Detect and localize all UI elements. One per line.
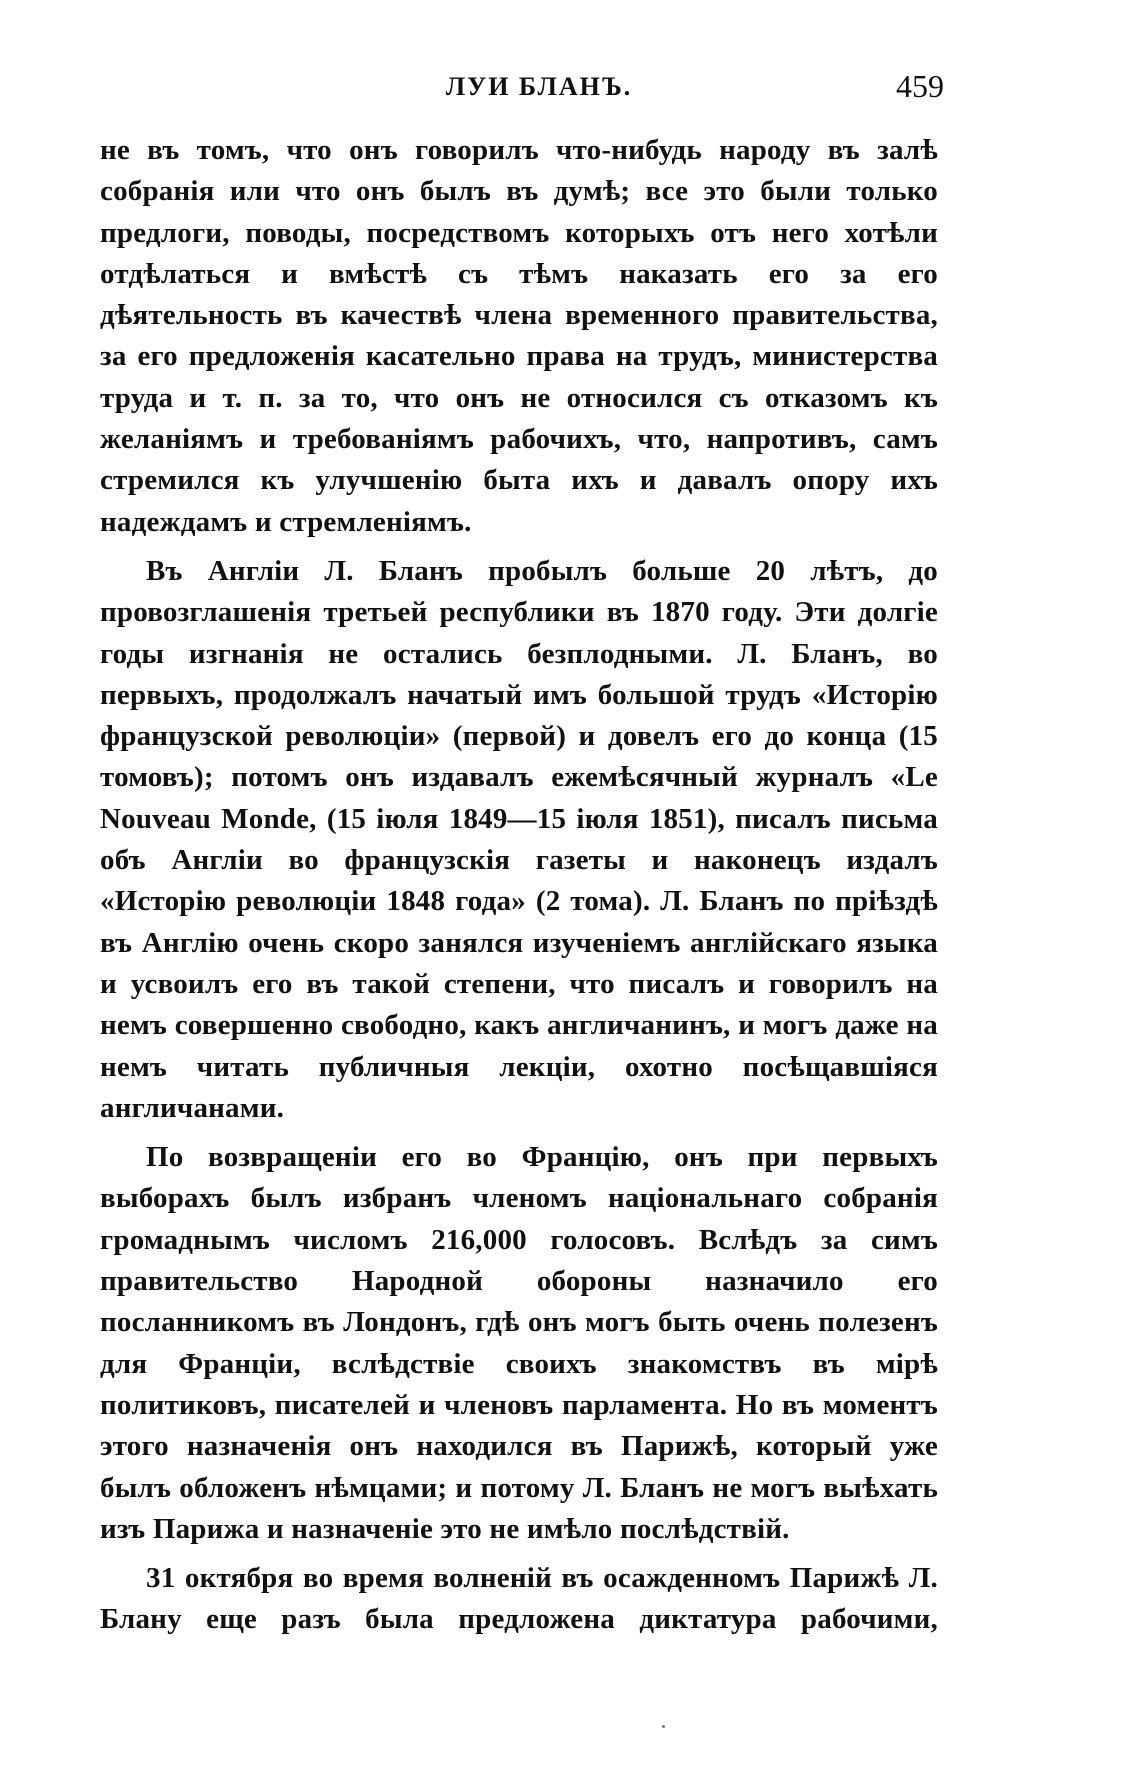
running-head — [138, 68, 944, 112]
paragraph-october-31: 31 октября во время волненій въ осажденномъ Парижѣ Л. Блану еще разъ была предложена диктатура рабочими, — [100, 1562, 938, 1636]
paragraph-continued: не въ томъ, что онъ говорилъ что-нибудь народу въ залѣ собранія или что онъ былъ въ думѣ; все это были только предлоги, поводы, посредствомъ которыхъ отъ него хотѣли отдѣлаться и вмѣстѣ съ тѣмъ наказать его за его дѣятельность въ качествѣ члена временного правительства, за его предложенія касательно права на трудъ, министерства труда и т. п. за то, что онъ не относился съ отказомъ къ желаніямъ и требованіямъ рабочихъ, что, напротивъ, самъ стремился къ улучшенію быта ихъ и давалъ опору ихъ надеждамъ и стремленіямъ. — [100, 134, 938, 538]
print-speck — [662, 1725, 665, 1728]
body-text — [100, 130, 938, 1641]
paragraph-return-to-france: По возвращеніи его во Францію, онъ при первыхъ выборахъ былъ избранъ членомъ національнаго собранія громаднымъ числомъ 216,000 голосовъ. Вслѣдъ за симъ правительство Народной обороны назначило его посланникомъ въ Лондонъ, гдѣ онъ могъ быть очень полезенъ для Франціи, вслѣдствіе своихъ знакомствъ въ мірѣ политиковъ, писателей и членовъ парламента. Но въ моментъ этого назначенія онъ находился въ Парижѣ, который уже былъ обложенъ нѣмцами; и потому Л. Бланъ не могъ выѣхать изъ Парижа и назначеніе это не имѣло послѣдствій. — [100, 1141, 938, 1545]
running-title: ЛУИ БЛАНЪ. — [445, 72, 633, 101]
paragraph-england: Въ Англіи Л. Бланъ пробылъ больше 20 лѣтъ, до провозглашенія третьей республики въ 1870 году. Эти долгіе годы изгнанія не остались безплодными. Л. Бланъ, во первыхъ, продолжалъ начатый имъ большой трудъ «Исторію французской революціи» (первой) и довелъ его до конца (15 томовъ); потомъ онъ издавалъ ежемѣсячный журналъ «Le Nouveau Monde, (15 іюля 1849—15 іюля 1851), писалъ письма объ Англіи во французскія газеты и наконецъ издалъ «Исторію революціи 1848 года» (2 тома). Л. Бланъ по пріѣздѣ въ Англію очень скоро занялся изученіемъ англійскаго языка и усвоилъ его въ такой степени, что писалъ и говорилъ на немъ совершенно свободно, какъ англичанинъ, и могъ даже на немъ читать публичныя лекціи, охотно посѣщавшіяся англичанами. — [100, 554, 938, 1124]
page-number: 459 — [896, 68, 944, 104]
